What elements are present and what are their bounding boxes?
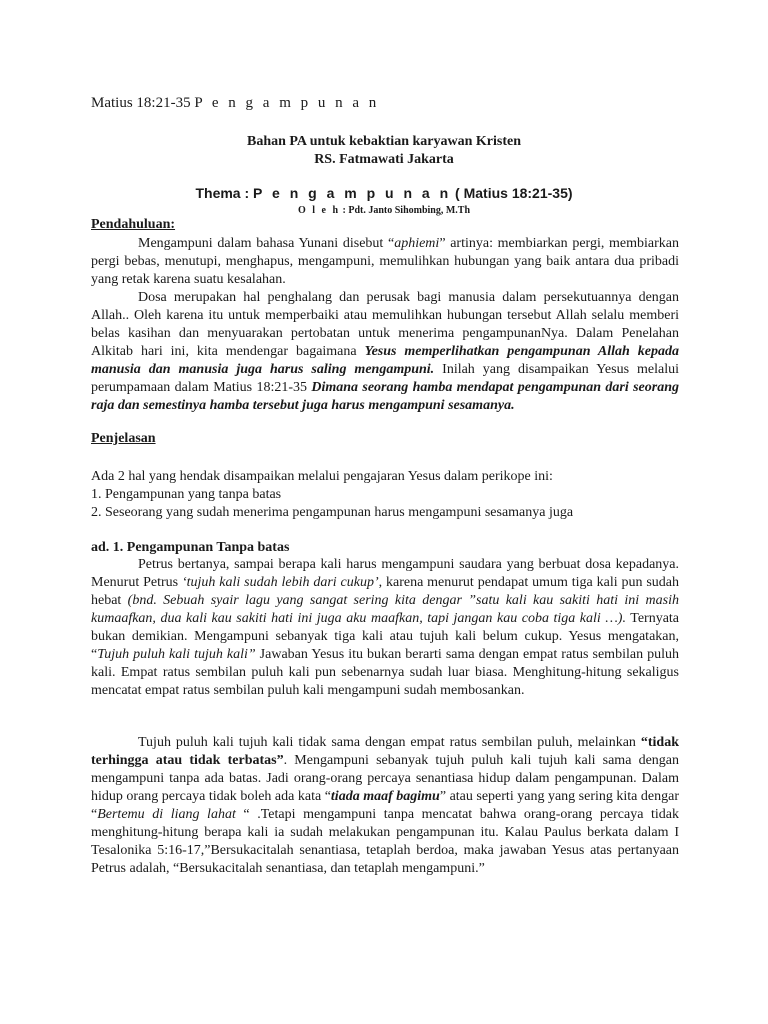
text-run: Jawaban Yesus itu bukan berarti sama dengan empat ratus sembilan puluh kali. Empat ratus sembilan puluh kali pun sebenarnya sudah luar biasa. Menghitung-hitung sekaligus mencatat empat ratus sembilan puluh kali mengampuni sudah membosankan.: [91, 647, 679, 698]
quote-text: Tujuh puluh kali tujuh kali”: [97, 647, 256, 662]
paragraph-ad1-1: [91, 556, 679, 700]
text-run: Petrus bertanya, sampai berapa kali harus mengampuni saudara yang berbuat dosa kepadanya. Menurut Petrus: [91, 557, 679, 590]
title-reference: Matius 18:21-35: [91, 95, 191, 111]
term-aphiemi: aphiemi: [394, 236, 440, 251]
theme-label: Thema :: [195, 185, 254, 201]
list-item: 2. Seseorang yang sudah menerima pengampunan harus mengampuni sesamanya juga: [91, 505, 574, 520]
subtitle-line-1: Bahan PA untuk kebaktian karyawan Kristen: [247, 134, 521, 149]
text-run: Inilah yang disampaikan Yesus melalui perumpamaan dalam Matius 18:21-35: [91, 362, 679, 395]
song-note: (bnd. Sebuah syair lagu yang sangat sering kita dengar ”satu kali kau sakiti hati ini masih kumaafkan, dua kali kau sakiti hati ini juga aku maafkan, tapi jangan kau coba tiga kali …).: [91, 593, 679, 626]
document-title: [91, 95, 379, 112]
text-run: , karena menurut pendapat umum tiga kali pun sudah hebat: [91, 575, 680, 608]
emphasis-text: tiada maaf bagimu: [330, 789, 440, 804]
text-run: Dosa merupakan hal penghalang dan perusak bagi manusia dalam persekutuannya dengan Allah.. Oleh karena itu untuk memperbaiki atau memulihkan hubungan tersebut Allah selalu memberi belas kasihan dan menyuarakan pertobatan untuk menerima pengampunanNya. Dalam Penelahan Alkitab hari ini, kita mendengar bagaimana: [91, 290, 679, 359]
penjelasan-intro: Ada 2 hal yang hendak disampaikan melalui pengajaran Yesus dalam perikope ini:: [91, 469, 553, 484]
heading-pendahuluan: Pendahuluan:: [91, 217, 176, 232]
emphasis-text: Yesus memperlihatkan pengampunan Allah kepada manusia dan manusia juga harus saling mengampuni.: [91, 344, 680, 377]
subtitle-line-2: RS. Fatmawati Jakarta: [314, 152, 454, 167]
text-run: Ternyata bukan demikian. Mengampuni sebanyak tiga kali atau tujuh kali belum cukup. Yesus mengatakan, “: [91, 611, 680, 662]
text-run: Mengampuni dalam bahasa Yunani disebut “: [138, 236, 395, 251]
theme-word: P e n g a m p u n a n: [253, 185, 452, 201]
text-run: . Mengampuni sebanyak tujuh puluh kali tujuh kali sama dengan mengampuni tanpa ada batas. Jadi orang-orang percaya senantiasa hidup dalam pengampunan. Dalam hidup orang percaya tidak boleh ada kata “: [91, 753, 679, 804]
theme-line: [0, 185, 768, 201]
paragraph-ad1-2: [91, 734, 679, 878]
theme-reference: ( Matius 18:21-35): [451, 185, 573, 201]
heading-ad1: ad. 1. Pengampunan Tanpa batas: [91, 540, 290, 555]
emphasis-text: “tidak terhingga atau tidak terbatas”: [91, 735, 679, 768]
text-run: Tujuh puluh kali tujuh kali tidak sama dengan empat ratus sembilan puluh, melainkan: [138, 735, 641, 750]
emphasis-text: Dimana seorang hamba mendapat pengampunan dari seorang raja dan semestinya hamba tersebut juga harus mengampuni sesamanya.: [91, 380, 679, 413]
text-run: ” artinya: membiarkan pergi, membiarkan pergi bebas, menutupi, menghapus, mengampuni, memulihkan hubungan yang baik antara dua pribadi yang retak karena suatu kesalahan.: [91, 236, 680, 287]
paragraph-intro-1: [91, 235, 679, 289]
list-item: 1. Pengampunan yang tanpa batas: [91, 487, 282, 502]
song-title: Bertemu di liang lahat: [97, 807, 236, 822]
paragraph-intro-2: [91, 289, 679, 415]
text-run: ” atau seperti yang yang sering kita dengar “: [91, 789, 679, 822]
author-label: O l e h: [297, 205, 341, 216]
author-name: : Pdt. Janto Sihombing, M.Th: [340, 205, 471, 216]
heading-penjelasan: Penjelasan: [91, 431, 156, 446]
text-run: “ .Tetapi mengampuni tanpa mencatat bahwa orang-orang percaya tidak menghitung-hitung berapa kali ia sudah melakukan pengampunan itu. Kalau Paulus berkata dalam I Tesalonika 5:16-17,”Bersukacitalah senantiasa, tetaplah berdoa, maka jawaban Yesus atas pertanyaan Petrus adalah, “Bersukacitalah senantiasa, dan tetaplah mengampuni.”: [91, 807, 679, 876]
title-word: P e n g a m p u n a n: [194, 95, 380, 111]
author-line: [0, 205, 768, 216]
quote-text: ‘tujuh kali sudah lebih dari cukup’: [181, 575, 379, 590]
